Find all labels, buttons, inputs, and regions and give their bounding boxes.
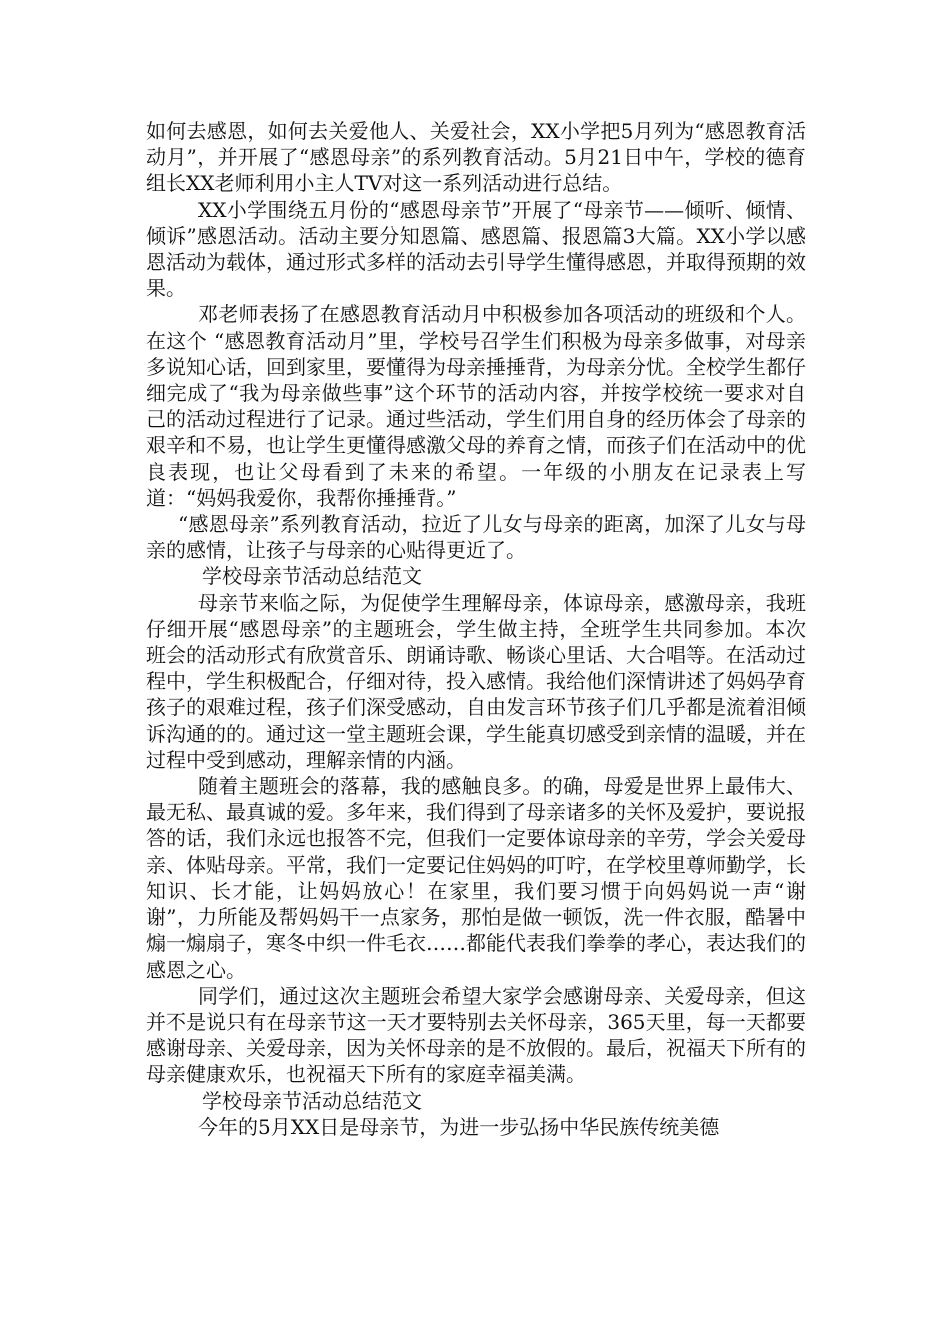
paragraph-reflection: 随着主题班会的落幕，我的感触良多。的确，母爱是世界上最伟大、最无私、最真诚的爱。多年来，我们得到了母亲诸多的关怀及爱护，要说报答的话，我们永远也报答不完，但我们一定要体谅母亲的辛劳，学会关爱母亲、体贴母亲。平常，我们一定要记住妈妈的叮咛，在学校里尊师勤学，长知识、长才能，让妈妈放心！在家里，我们要习惯于向妈妈说一声“谢谢”，力所能及帮妈妈干一点家务，那怕是做一顿饭，洗一件衣服，酷暑中煽一煽扇子，寒冬中织一件毛衣……都能代表我们拳拳的孝心，表达我们的感恩之心。 [146,774,806,982]
document-page [146,118,806,1140]
paragraph-next-intro: 今年的5月XX日是母亲节，为进一步弘扬中华民族传统美德 [198,1114,720,1139]
section-heading: 学校母亲节活动总结范文 [202,1088,422,1113]
paragraph-activity-summary: XX小学围绕五月份的“感恩母亲节”开展了“母亲节——倾听、倾情、倾诉”感恩活动。活动主要分知恩篇、感恩篇、报恩篇3大篇。XX小学以感恩活动为载体，通过形式多样的活动去引导学生懂得感恩，并取得预期的效果。 [146,197,806,301]
paragraph-class-meeting: 母亲节来临之际，为促使学生理解母亲，体谅母亲，感激母亲，我班仔细开展“感恩母亲”的主题班会，学生做主持，全班学生共同参加。本次班会的活动形式有欣赏音乐、朗诵诗歌、畅谈心里话、大合唱等。在活动过程中，学生积极配合，仔细对待，投入感情。我给他们深情讲述了妈妈孕育孩子的艰难过程，孩子们深受感动，自由发言环节孩子们几乎都是流着泪倾诉沟通的的。通过这一堂主题班会课，学生能真切感受到亲情的温暖，并在过程中受到感动，理解亲情的内涵。 [146,590,806,772]
paragraph-closing-remark: “感恩母亲”系列教育活动，拉近了儿女与母亲的距离，加深了儿女与母亲的感情，让孩子与母亲的心贴得更近了。 [146,512,806,563]
paragraph-conclusion: 同学们，通过这次主题班会希望大家学会感谢母亲、关爱母亲，但这并不是说只有在母亲节这一天才要特别去关怀母亲，365天里，每一天都要感谢母亲、关爱母亲，因为关怀母亲的是不放假的。最后，祝福天下所有的母亲健康欢乐，也祝福天下所有的家庭幸福美满。 [146,983,806,1087]
paragraph-intro: 如何去感恩，如何去关爱他人、关爱社会，XX小学把5月列为“感恩教育活动月”，并开展了“感恩母亲”的系列教育活动。5月21日中午，学校的德育组长XX老师利用小主人TV对这一系列活动进行总结。 [146,119,806,196]
section-heading: 学校母亲节活动总结范文 [202,564,422,589]
paragraph-teacher-praise: 邓老师表扬了在感恩教育活动月中积极参加各项活动的班级和个人。在这个 “感恩教育活动月”里，学校号召学生们积极为母亲多做事，对母亲多说知心话，回到家里，要懂得为母亲捶捶背，为母亲分忧。全校学生都仔细完成了“我为母亲做些事”这个环节的活动内容，并按学校统一要求对自己的活动过程进行了记录。通过些活动，学生们用自身的经历体会了母亲的艰辛和不易，也让学生更懂得感激父母的养育之情，而孩子们在活动中的优良表现，也让父母看到了未来的希望。一年级的小朋友在记录表上写道：“妈妈我爱你，我帮你捶捶背。” [146,302,806,510]
